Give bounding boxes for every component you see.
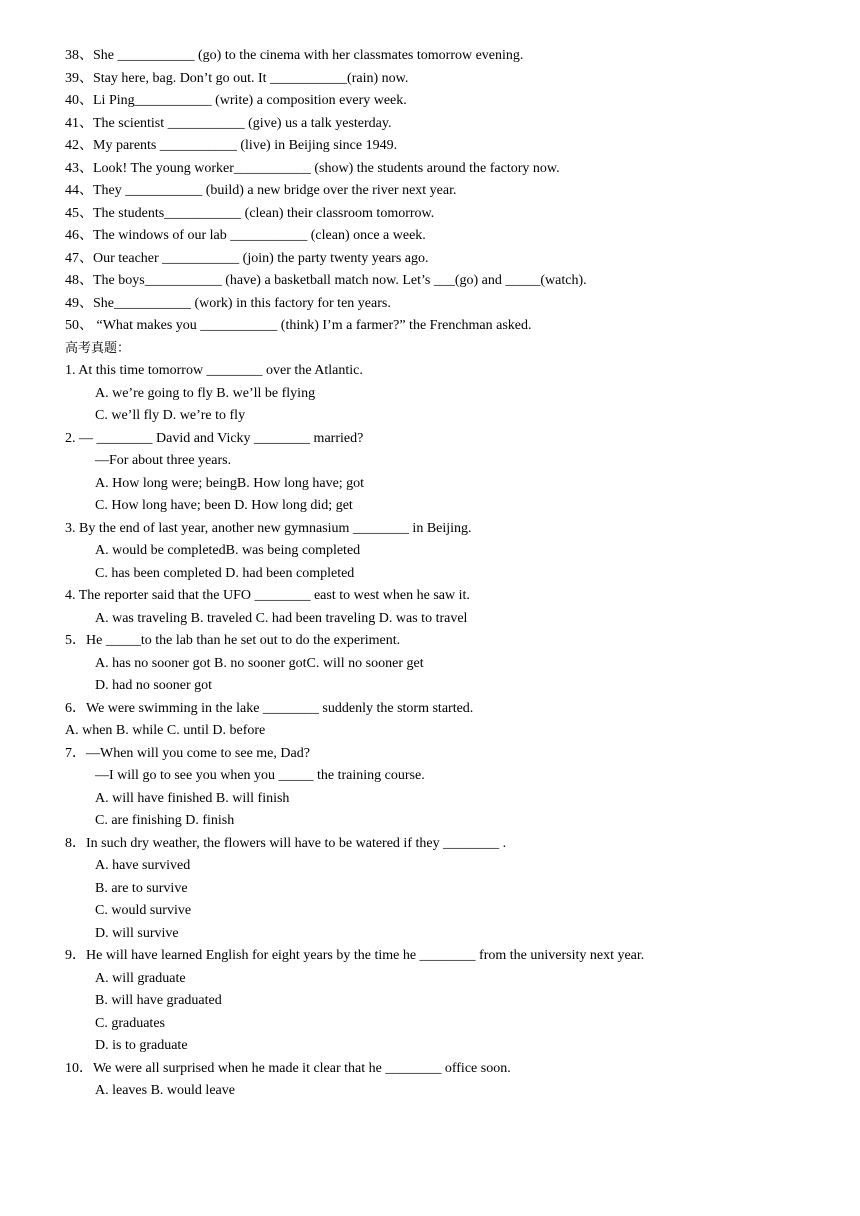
question-line: 4. The reporter said that the UFO ________ east to west when he saw it. [65, 588, 470, 603]
answer-option-line: C. How long have; been D. How long did; get [95, 498, 353, 513]
exam-question-list [65, 360, 825, 1103]
question-line: 3. By the end of last year, another new gymnasium ________ in Beijing. [65, 520, 472, 536]
answer-option-line: D. had no sooner got [95, 678, 213, 693]
fill-in-item: 39、Stay here, bag. Don’t go out. It ___________(rain) now. [65, 70, 409, 86]
fill-in-exercise-list [65, 45, 825, 338]
answer-option-line: —I will go to see you when you _____ the training course. [95, 768, 425, 783]
fill-in-item: 48、The boys___________ (have) a basketball match now. Let’s ___(go) and _____(watch). [65, 273, 587, 288]
section-heading: 高考真题： [65, 340, 131, 356]
answer-option-line: C. graduates [95, 1015, 165, 1031]
answer-option-line: A. was traveling B. traveled C. had been traveling D. was to travel [95, 610, 468, 626]
answer-option-line: A. will have finished B. will finish [95, 790, 290, 806]
answer-option-line: C. are finishing D. finish [95, 813, 235, 828]
question-line: 5．He _____to the lab than he set out to do the experiment. [65, 633, 401, 648]
fill-in-item: 45、The students___________ (clean) their classroom tomorrow. [65, 205, 435, 221]
fill-in-item: 40、Li Ping___________ (write) a composition every week. [65, 93, 407, 108]
fill-in-item: 49、She___________ (work) in this factory for ten years. [65, 295, 391, 311]
answer-option-line: C. we’ll fly D. we’re to fly [95, 408, 246, 423]
answer-option-line: A. we’re going to fly B. we’ll be flying [95, 385, 316, 401]
fill-in-item: 50、 “What makes you ___________ (think) I’m a farmer?” the Frenchman asked. [65, 318, 532, 333]
question-line: 6．We were swimming in the lake ________ suddenly the storm started. [65, 700, 474, 716]
document-content [65, 45, 825, 1103]
question-line: 7．—When will you come to see me, Dad? [65, 745, 310, 761]
answer-option-line: C. would survive [95, 903, 192, 918]
answer-option-line: D. will survive [95, 925, 179, 941]
question-line: 2. — ________ David and Vicky ________ married? [65, 430, 364, 446]
question-line: 8．In such dry weather, the flowers will have to be watered if they ________ . [65, 835, 507, 851]
answer-option-line: B. are to survive [95, 880, 188, 896]
question-line: 10．We were all surprised when he made it clear that he ________ office soon. [65, 1060, 511, 1076]
answer-option-line: C. has been completed D. had been completed [95, 565, 355, 581]
answer-option-line: A. How long were; beingB. How long have; got [95, 475, 365, 491]
answer-option-line: A. have survived [95, 858, 191, 873]
answer-option-line: B. will have graduated [95, 993, 222, 1008]
question-line: 1. At this time tomorrow ________ over the Atlantic. [65, 363, 363, 378]
answer-option-line: A. will graduate [95, 970, 186, 986]
answer-option-line: —For about three years. [95, 453, 232, 468]
fill-in-item: 41、The scientist ___________ (give) us a talk yesterday. [65, 115, 392, 131]
answer-option-line: A. leaves B. would leave [95, 1083, 235, 1098]
question-line: A. when B. while C. until D. before [65, 723, 266, 738]
fill-in-item: 44、They ___________ (build) a new bridge over the river next year. [65, 183, 457, 198]
fill-in-item: 38、She ___________ (go) to the cinema with her classmates tomorrow evening. [65, 48, 524, 63]
fill-in-item: 43、Look! The young worker___________ (show) the students around the factory now. [65, 160, 560, 176]
fill-in-item: 46、The windows of our lab ___________ (clean) once a week. [65, 228, 426, 243]
answer-option-line: A. has no sooner got B. no sooner gotC. will no sooner get [95, 655, 424, 671]
question-line: 9．He will have learned English for eight years by the time he ________ from the university next year. [65, 948, 645, 963]
fill-in-item: 42、My parents ___________ (live) in Beijing since 1949. [65, 138, 398, 153]
answer-option-line: D. is to graduate [95, 1038, 188, 1053]
fill-in-item: 47、Our teacher ___________ (join) the party twenty years ago. [65, 250, 429, 266]
answer-option-line: A. would be completedB. was being completed [95, 543, 361, 558]
